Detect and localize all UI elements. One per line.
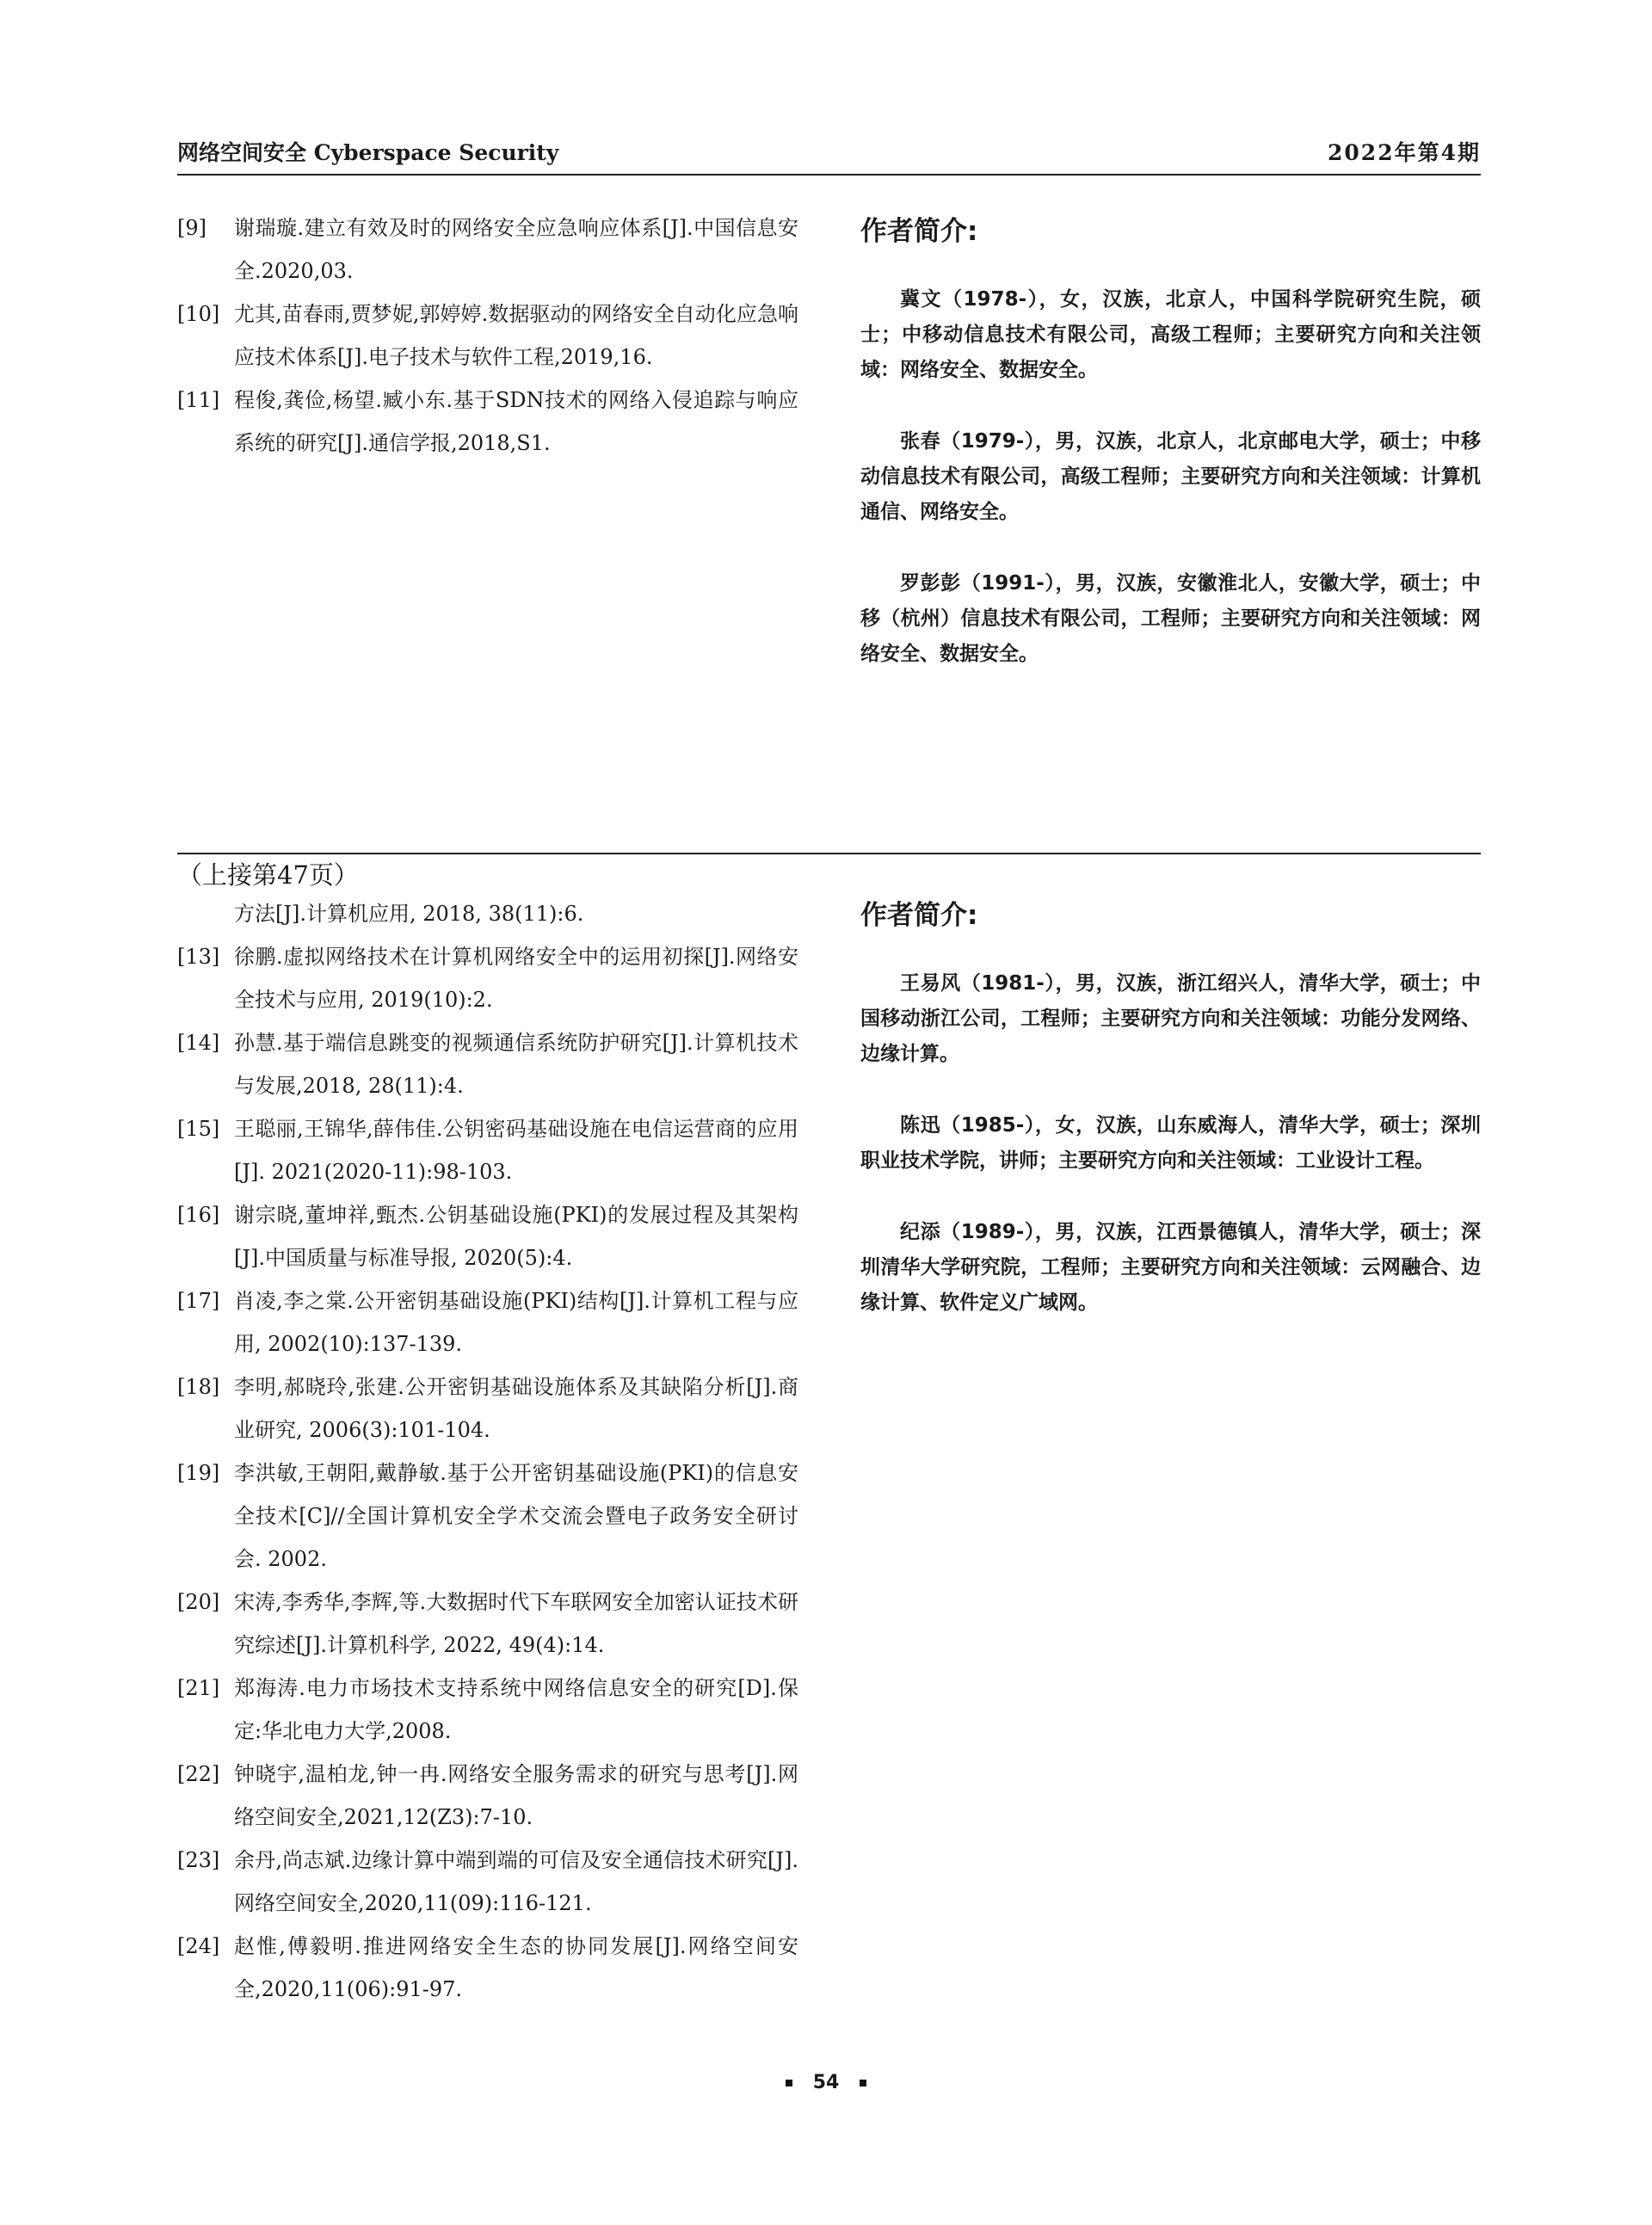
reference-text: 郑海涛.电力市场技术支持系统中网络信息安全的研究[D].保定:华北电力大学,2008. (234, 1676, 798, 1743)
reference-number: [15] (177, 1117, 220, 1141)
square-bullet-icon (786, 2080, 792, 2086)
section-divider (177, 853, 1481, 854)
reference-number: [18] (177, 1375, 220, 1399)
reference-text: 谢宗晓,董坤祥,甄杰.公钥基础设施(PKI)的发展过程及其架构[J].中国质量与标准导报, 2020(5):4. (234, 1203, 798, 1270)
reference-item (177, 1021, 798, 1107)
reference-number: [11] (177, 388, 220, 412)
reference-item (177, 1839, 798, 1925)
reference-number: [17] (177, 1289, 220, 1313)
reference-number: [24] (177, 1934, 220, 1958)
page-header (177, 136, 1481, 176)
reference-item (177, 1925, 798, 2011)
reference-text: 余丹,尚志斌.边缘计算中端到端的可信及安全通信技术研究[J].网络空间安全,2020,11(09):116-121. (234, 1848, 798, 1915)
reference-text: 肖凌,李之棠.公开密钥基础设施(PKI)结构[J].计算机工程与应用, 2002(10):137-139. (234, 1289, 798, 1356)
author-bio: 冀文（1978-），女，汉族，北京人，中国科学院研究生院，硕士；中移动信息技术有限公司，高级工程师；主要研究方向和关注领域：网络安全、数据安全。 (860, 288, 1481, 381)
references-bottom (177, 892, 798, 2011)
reference-number: [16] (177, 1203, 220, 1227)
reference-text: 程俊,龚俭,杨望.臧小东.基于SDN技术的网络入侵追踪与响应系统的研究[J].通信学报,2018,S1. (234, 388, 798, 455)
reference-number: [21] (177, 1676, 220, 1700)
reference-item (177, 1107, 798, 1193)
reference-number: [9] (177, 216, 206, 240)
author-bio: 纪添（1989-），男，汉族，江西景德镇人，清华大学，硕士；深圳清华大学研究院，工程师；主要研究方向和关注领域：云网融合、边缘计算、软件定义广域网。 (860, 1221, 1481, 1314)
reference-text: 赵惟,傅毅明.推进网络安全生态的协同发展[J].网络空间安全,2020,11(06):91-97. (234, 1934, 798, 2001)
reference-item (177, 1193, 798, 1279)
reference-number: [10] (177, 302, 220, 326)
reference-text: 谢瑞璇.建立有效及时的网络安全应急响应体系[J].中国信息安全.2020,03. (234, 216, 798, 283)
reference-number: [13] (177, 945, 220, 969)
reference-item (177, 206, 798, 293)
author-bios-top (860, 209, 1481, 708)
reference-number: [22] (177, 1762, 220, 1786)
reference-item (177, 1451, 798, 1581)
issue-label: 2022年第4期 (1328, 140, 1481, 165)
author-section-title: 作者简介: (860, 216, 978, 247)
reference-item (177, 1581, 798, 1667)
reference-number: [20] (177, 1590, 220, 1614)
reference-item (177, 379, 798, 465)
author-bio: 陈迅（1985-），女，汉族，山东威海人，清华大学，硕士；深圳职业技术学院，讲师；主要研究方向和关注领域：工业设计工程。 (860, 1114, 1481, 1172)
square-bullet-icon (860, 2080, 866, 2086)
reference-text: 孙慧.基于端信息跳变的视频通信系统防护研究[J].计算机技术与发展,2018, 28(11):4. (234, 1031, 798, 1098)
reference-item (177, 935, 798, 1021)
reference-number: [19] (177, 1461, 220, 1485)
author-bio: 张春（1979-），男，汉族，北京人，北京邮电大学，硕士；中移动信息技术有限公司，高级工程师；主要研究方向和关注领域：计算机通信、网络安全。 (860, 430, 1481, 523)
references-top (177, 206, 798, 465)
journal-title: 网络空间安全 Cyberspace Security (177, 140, 559, 165)
reference-item (177, 1365, 798, 1451)
author-bio: 罗彭彭（1991-），男，汉族，安徽淮北人，安徽大学，硕士；中移（杭州）信息技术有限公司，工程师；主要研究方向和关注领域：网络安全、数据安全。 (860, 572, 1481, 665)
reference-text: 方法[J].计算机应用, 2018, 38(11):6. (234, 902, 584, 926)
reference-number: [23] (177, 1848, 220, 1872)
reference-item (177, 892, 798, 935)
author-bios-bottom (860, 893, 1481, 1357)
reference-item (177, 1667, 798, 1753)
reference-text: 李明,郝晓玲,张建.公开密钥基础设施体系及其缺陷分析[J].商业研究, 2006(3):101-104. (234, 1375, 798, 1442)
reference-text: 宋涛,李秀华,李辉,等.大数据时代下车联网安全加密认证技术研究综述[J].计算机科学, 2022, 49(4):14. (234, 1590, 798, 1657)
reference-item (177, 1753, 798, 1839)
reference-text: 钟晓宇,温柏龙,钟一冉.网络安全服务需求的研究与思考[J].网络空间安全,2021,12(Z3):7-10. (234, 1762, 798, 1829)
reference-text: 尤其,苗春雨,贾梦妮,郭婷婷.数据驱动的网络安全自动化应急响应技术体系[J].电子技术与软件工程,2019,16. (234, 302, 798, 369)
reference-text: 王聪丽,王锦华,薛伟佳.公钥密码基础设施在电信运营商的应用[J]. 2021(2020-11):98-103. (234, 1117, 798, 1184)
reference-item (177, 293, 798, 379)
page-number: 54 (812, 2072, 840, 2093)
reference-number: [14] (177, 1031, 220, 1055)
reference-text: 徐鹏.虚拟网络技术在计算机网络安全中的运用初探[J].网络安全技术与应用, 2019(10):2. (234, 945, 798, 1012)
continued-from-label: （上接第47页） (177, 860, 359, 890)
author-bio: 王易风（1981-），男，汉族，浙江绍兴人，清华大学，硕士；中国移动浙江公司，工程师；主要研究方向和关注领域：功能分发网络、边缘计算。 (860, 972, 1481, 1065)
reference-item (177, 1279, 798, 1365)
author-section-title: 作者简介: (860, 900, 978, 931)
reference-text: 李洪敏,王朝阳,戴静敏.基于公开密钥基础设施(PKI)的信息安全技术[C]//全国计算机安全学术交流会暨电子政务安全研讨会. 2002. (234, 1461, 798, 1571)
page-footer (0, 2072, 1652, 2093)
